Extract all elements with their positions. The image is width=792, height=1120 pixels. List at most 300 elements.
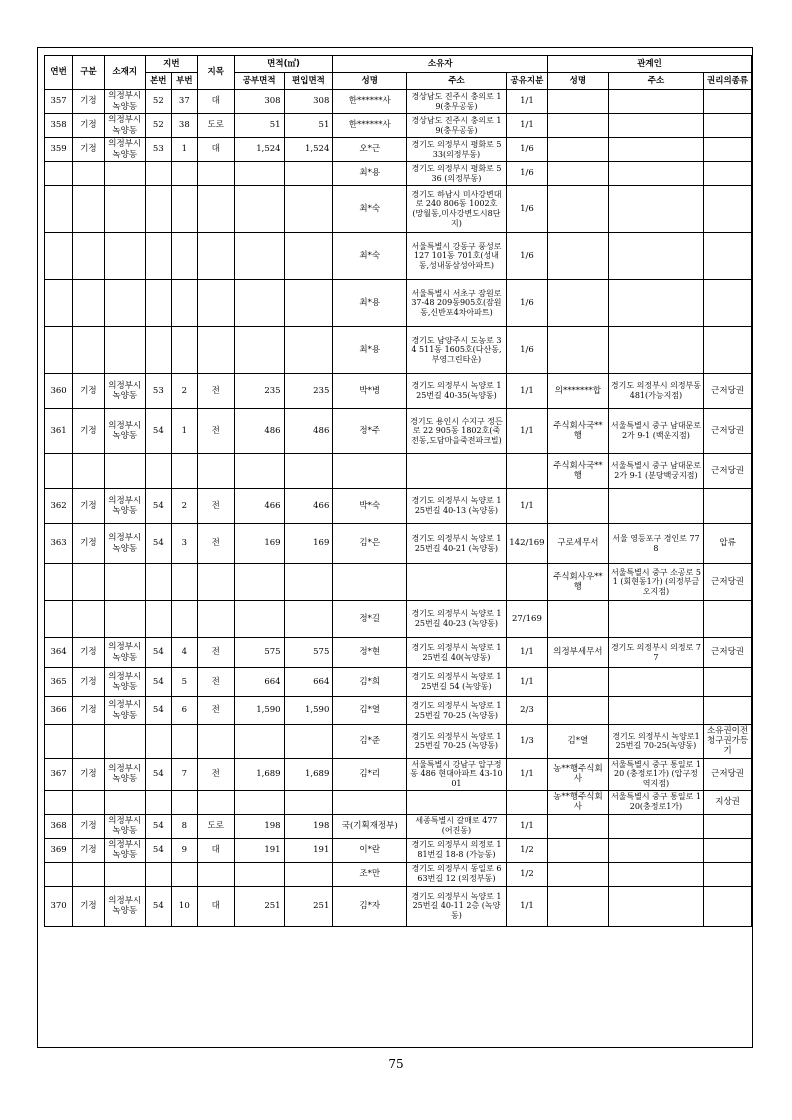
cell-type (73, 564, 104, 601)
table-row (45, 638, 752, 668)
cell-share: 1/2 (506, 862, 547, 886)
cell-rel-name: 주식회사우**행 (548, 564, 609, 601)
cell-owner-name: 김*은 (333, 524, 407, 564)
cell-owner-address: 서울특별시 서초구 잠원로 37-48 209동905호(잠원동,신반포4차아파트) (407, 280, 507, 327)
cell-sub-no: 5 (171, 668, 197, 697)
cell-rel-name (548, 280, 609, 327)
cell-location (104, 862, 145, 886)
cell-location (104, 327, 145, 374)
cell-type (73, 862, 104, 886)
cell-owner-address (407, 454, 507, 489)
cell-official-area (234, 327, 284, 374)
cell-rel-name: 김*열 (548, 725, 609, 759)
cell-type: 기정 (73, 524, 104, 564)
header-sub-no: 부번 (171, 73, 197, 90)
cell-rel-address (608, 697, 703, 725)
cell-official-area (234, 233, 284, 280)
cell-seq: 360 (45, 374, 73, 409)
cell-owner-address: 경상남도 진주시 충의로 19(충무공동) (407, 90, 507, 114)
cell-owner-name: 정*주 (333, 409, 407, 454)
cell-rel-right: 근저당권 (704, 374, 752, 409)
cell-rel-right (704, 886, 752, 926)
cell-official-area (234, 862, 284, 886)
cell-official-area: 1,689 (234, 758, 284, 790)
cell-rel-name: 구로세무서 (548, 524, 609, 564)
cell-rel-name (548, 601, 609, 638)
cell-owner-name: 김*열 (333, 697, 407, 725)
cell-owner-name: 김*리 (333, 758, 407, 790)
cell-main-no: 54 (145, 409, 171, 454)
cell-sub-no: 9 (171, 838, 197, 862)
cell-main-no: 54 (145, 668, 171, 697)
cell-sub-no (171, 454, 197, 489)
cell-rel-right (704, 138, 752, 162)
cell-official-area: 251 (234, 886, 284, 926)
cell-rel-name: 의정부세무서 (548, 638, 609, 668)
cell-rel-right (704, 862, 752, 886)
cell-rel-address (608, 138, 703, 162)
header-owner-address: 주소 (407, 73, 507, 90)
cell-location (104, 564, 145, 601)
cell-category: 대 (197, 138, 234, 162)
cell-rel-right: 근저당권 (704, 409, 752, 454)
cell-rel-right (704, 668, 752, 697)
cell-seq (45, 564, 73, 601)
cell-rel-address (608, 838, 703, 862)
cell-seq (45, 186, 73, 233)
cell-location (104, 186, 145, 233)
cell-owner-name: 김*준 (333, 725, 407, 759)
cell-type (73, 327, 104, 374)
cell-official-area: 486 (234, 409, 284, 454)
cell-official-area: 191 (234, 838, 284, 862)
cell-included-area (284, 186, 333, 233)
table-row (45, 90, 752, 114)
cell-main-no: 54 (145, 638, 171, 668)
cell-category (197, 790, 234, 814)
cell-location: 의정부시 녹양동 (104, 697, 145, 725)
cell-official-area (234, 790, 284, 814)
cell-type: 기정 (73, 838, 104, 862)
cell-rel-name (548, 186, 609, 233)
cell-official-area: 664 (234, 668, 284, 697)
cell-seq: 359 (45, 138, 73, 162)
table-row (45, 409, 752, 454)
table-row (45, 454, 752, 489)
cell-rel-right (704, 327, 752, 374)
cell-share: 1/1 (506, 90, 547, 114)
cell-rel-address (608, 280, 703, 327)
cell-rel-name: 주식회사국**행 (548, 409, 609, 454)
cell-main-no: 54 (145, 489, 171, 524)
cell-share: 1/1 (506, 668, 547, 697)
cell-rel-name (548, 886, 609, 926)
cell-share: 2/3 (506, 697, 547, 725)
cell-sub-no: 3 (171, 524, 197, 564)
cell-included-area (284, 162, 333, 186)
table-row (45, 725, 752, 759)
cell-main-no (145, 725, 171, 759)
cell-owner-address: 경기도 의정부시 녹양로 125번길 40(녹양동) (407, 638, 507, 668)
cell-rel-right: 근저당권 (704, 638, 752, 668)
cell-rel-right (704, 697, 752, 725)
cell-category: 전 (197, 638, 234, 668)
cell-share: 1/6 (506, 162, 547, 186)
cell-seq: 357 (45, 90, 73, 114)
cell-rel-address: 서울특별시 중구 통일로 120 (충정로1가) (압구정역지점) (608, 758, 703, 790)
table-row (45, 697, 752, 725)
cell-main-no: 52 (145, 90, 171, 114)
cell-seq (45, 790, 73, 814)
cell-main-no: 54 (145, 838, 171, 862)
header-rel-address: 주소 (608, 73, 703, 90)
header-owner: 소유자 (333, 56, 548, 73)
cell-sub-no (171, 790, 197, 814)
cell-location (104, 725, 145, 759)
cell-main-no (145, 454, 171, 489)
table-row (45, 564, 752, 601)
cell-location (104, 280, 145, 327)
cell-rel-address (608, 186, 703, 233)
cell-rel-address (608, 601, 703, 638)
cell-rel-right: 소유권이전청구권가등기 (704, 725, 752, 759)
cell-included-area (284, 790, 333, 814)
cell-rel-address (608, 886, 703, 926)
cell-share: 1/1 (506, 374, 547, 409)
cell-seq (45, 327, 73, 374)
table-row (45, 186, 752, 233)
cell-sub-no (171, 186, 197, 233)
cell-seq: 367 (45, 758, 73, 790)
cell-type (73, 790, 104, 814)
cell-included-area: 1,689 (284, 758, 333, 790)
cell-rel-name: 의*******합 (548, 374, 609, 409)
cell-sub-no: 37 (171, 90, 197, 114)
cell-type (73, 186, 104, 233)
cell-owner-address: 서울특별시 강남구 압구정동 486 현대아파트 43-1001 (407, 758, 507, 790)
cell-included-area (284, 862, 333, 886)
cell-rel-name (548, 489, 609, 524)
cell-location: 의정부시 녹양동 (104, 758, 145, 790)
cell-included-area (284, 327, 333, 374)
cell-location (104, 233, 145, 280)
cell-location: 의정부시 녹양동 (104, 114, 145, 138)
cell-official-area: 51 (234, 114, 284, 138)
cell-category: 도로 (197, 814, 234, 838)
cell-rel-right (704, 814, 752, 838)
cell-share: 1/2 (506, 838, 547, 862)
cell-official-area: 466 (234, 489, 284, 524)
table-row (45, 138, 752, 162)
cell-seq: 370 (45, 886, 73, 926)
header-rel-right: 권리의종류 (704, 73, 752, 90)
cell-seq: 368 (45, 814, 73, 838)
cell-owner-address: 경상남도 진주시 충의로 19(충무공동) (407, 114, 507, 138)
cell-type (73, 280, 104, 327)
cell-owner-address: 경기도 의정부시 평화로 536 (의정부동) (407, 162, 507, 186)
cell-main-no (145, 327, 171, 374)
cell-share: 1/1 (506, 489, 547, 524)
cell-official-area (234, 454, 284, 489)
cell-rel-address: 경기도 의정부시 녹양로125번길 70-25(녹양동) (608, 725, 703, 759)
cell-rel-address: 서울특별시 중구 남대문로2가 9-1 (백운지점) (608, 409, 703, 454)
cell-owner-address: 경기도 의정부시 동일로 663번길 12 (의정부동) (407, 862, 507, 886)
cell-rel-name: 주식회사국**행 (548, 454, 609, 489)
cell-rel-right (704, 233, 752, 280)
cell-included-area: 1,590 (284, 697, 333, 725)
cell-official-area (234, 186, 284, 233)
cell-sub-no: 1 (171, 409, 197, 454)
header-type: 구분 (73, 56, 104, 90)
cell-type (73, 725, 104, 759)
cell-rel-name (548, 814, 609, 838)
cell-rel-address (608, 162, 703, 186)
cell-category (197, 862, 234, 886)
cell-seq: 361 (45, 409, 73, 454)
cell-rel-address (608, 114, 703, 138)
cell-main-no (145, 601, 171, 638)
cell-share (506, 454, 547, 489)
cell-included-area (284, 725, 333, 759)
cell-type: 기정 (73, 374, 104, 409)
cell-rel-name (548, 233, 609, 280)
cell-rel-right (704, 601, 752, 638)
cell-rel-name: 농**행주식회사 (548, 758, 609, 790)
cell-rel-address (608, 233, 703, 280)
cell-owner-name (333, 564, 407, 601)
table-row (45, 524, 752, 564)
cell-type: 기정 (73, 758, 104, 790)
table-row (45, 280, 752, 327)
cell-official-area: 169 (234, 524, 284, 564)
cell-official-area: 198 (234, 814, 284, 838)
cell-rel-right: 압류 (704, 524, 752, 564)
cell-included-area: 575 (284, 638, 333, 668)
cell-category: 전 (197, 668, 234, 697)
cell-official-area (234, 280, 284, 327)
cell-seq: 366 (45, 697, 73, 725)
page-number: 75 (388, 1057, 404, 1071)
cell-owner-address: 경기도 의정부시 녹양로 125번길 54 (녹양동) (407, 668, 507, 697)
cell-rel-right (704, 186, 752, 233)
cell-owner-name: 이*란 (333, 838, 407, 862)
cell-category (197, 454, 234, 489)
cell-rel-address (608, 814, 703, 838)
cell-sub-no: 2 (171, 374, 197, 409)
cell-owner-address: 경기도 의정부시 녹양로 125번길 40-21 (녹양동) (407, 524, 507, 564)
table-row (45, 374, 752, 409)
table-row (45, 114, 752, 138)
header-owner-name: 성명 (333, 73, 407, 90)
table-row (45, 668, 752, 697)
cell-rel-right: 근저당권 (704, 454, 752, 489)
cell-official-area (234, 601, 284, 638)
cell-location: 의정부시 녹양동 (104, 814, 145, 838)
cell-share: 1/1 (506, 886, 547, 926)
header-rel-name: 성명 (548, 73, 609, 90)
cell-rel-name (548, 114, 609, 138)
cell-type: 기정 (73, 668, 104, 697)
cell-category: 전 (197, 524, 234, 564)
cell-category: 대 (197, 886, 234, 926)
cell-owner-name: 오*근 (333, 138, 407, 162)
table-row (45, 814, 752, 838)
cell-owner-name: 정*현 (333, 638, 407, 668)
table-row (45, 790, 752, 814)
cell-sub-no: 1 (171, 138, 197, 162)
cell-official-area (234, 564, 284, 601)
cell-rel-address (608, 668, 703, 697)
cell-seq: 365 (45, 668, 73, 697)
cell-share: 1/6 (506, 327, 547, 374)
cell-included-area (284, 280, 333, 327)
cell-owner-address: 경기도 의정부시 녹양로 125번길 40-11 2층 (녹양동) (407, 886, 507, 926)
cell-share: 1/6 (506, 280, 547, 327)
cell-owner-name: 박*숙 (333, 489, 407, 524)
cell-type: 기정 (73, 114, 104, 138)
cell-owner-name: 최*숙 (333, 233, 407, 280)
cell-share: 1/1 (506, 114, 547, 138)
cell-owner-name: 국(기획재정부) (333, 814, 407, 838)
cell-owner-address: 경기도 용인시 수지구 정든로 22 905동 1802호(죽전동,도담마을죽전파크빌) (407, 409, 507, 454)
cell-sub-no: 7 (171, 758, 197, 790)
cell-main-no: 52 (145, 114, 171, 138)
cell-type (73, 601, 104, 638)
cell-rel-right (704, 489, 752, 524)
cell-type: 기정 (73, 138, 104, 162)
cell-main-no (145, 233, 171, 280)
cell-location: 의정부시 녹양동 (104, 668, 145, 697)
cell-share: 1/6 (506, 233, 547, 280)
cell-share: 1/1 (506, 638, 547, 668)
cell-category (197, 162, 234, 186)
table-row (45, 601, 752, 638)
cell-owner-name: 최*용 (333, 327, 407, 374)
cell-rel-right (704, 90, 752, 114)
cell-included-area (284, 454, 333, 489)
cell-rel-right: 지상권 (704, 790, 752, 814)
cell-owner-address (407, 790, 507, 814)
header-area: 면적(㎡) (234, 56, 333, 73)
cell-rel-address: 서울특별시 중구 소공로 51 (회현동1가) (의정부금오지점) (608, 564, 703, 601)
header-official-area: 공부면적 (234, 73, 284, 90)
cell-location: 의정부시 녹양동 (104, 489, 145, 524)
cell-owner-name: 김*자 (333, 886, 407, 926)
cell-rel-right (704, 162, 752, 186)
cell-location: 의정부시 녹양동 (104, 638, 145, 668)
cell-owner-name: 한******사 (333, 90, 407, 114)
cell-owner-address: 경기도 의정부시 의정로 181번길 18-8 (가능동) (407, 838, 507, 862)
cell-sub-no: 38 (171, 114, 197, 138)
cell-seq: 362 (45, 489, 73, 524)
cell-category: 전 (197, 409, 234, 454)
cell-main-no: 54 (145, 814, 171, 838)
cell-type: 기정 (73, 638, 104, 668)
cell-included-area: 235 (284, 374, 333, 409)
cell-rel-right (704, 280, 752, 327)
cell-sub-no: 2 (171, 489, 197, 524)
cell-owner-name (333, 790, 407, 814)
cell-owner-address: 서울특별시 강동구 풍성로 127 101동 701호(성내동,성내동삼성아파트) (407, 233, 507, 280)
cell-share: 1/1 (506, 409, 547, 454)
cell-seq (45, 454, 73, 489)
cell-type: 기정 (73, 90, 104, 114)
cell-official-area: 235 (234, 374, 284, 409)
cell-owner-address: 경기도 의정부시 녹양로 125번길 70-25 (녹양동) (407, 725, 507, 759)
cell-seq (45, 233, 73, 280)
cell-location: 의정부시 녹양동 (104, 838, 145, 862)
cell-owner-address: 세종특별시 갈매로 477 (어진동) (407, 814, 507, 838)
cell-owner-name: 최*용 (333, 162, 407, 186)
cell-location (104, 162, 145, 186)
cell-seq (45, 862, 73, 886)
cell-location (104, 454, 145, 489)
cell-rel-address: 서울특별시 중구 남대문로2가 9-1 (분당백궁지점) (608, 454, 703, 489)
cell-location: 의정부시 녹양동 (104, 886, 145, 926)
cell-category (197, 725, 234, 759)
cell-official-area: 1,524 (234, 138, 284, 162)
cell-category: 도로 (197, 114, 234, 138)
cell-rel-right: 근저당권 (704, 564, 752, 601)
cell-category (197, 186, 234, 233)
cell-location (104, 790, 145, 814)
cell-rel-name: 농**행주식회사 (548, 790, 609, 814)
cell-owner-name: 정*길 (333, 601, 407, 638)
cell-sub-no: 8 (171, 814, 197, 838)
cell-sub-no (171, 280, 197, 327)
cell-category (197, 601, 234, 638)
cell-sub-no (171, 233, 197, 280)
cell-type (73, 233, 104, 280)
cell-owner-address: 경기도 의정부시 녹양로 125번길 40-13 (녹양동) (407, 489, 507, 524)
cell-share (506, 564, 547, 601)
header-category: 지목 (197, 56, 234, 90)
header-related: 관계인 (548, 56, 752, 73)
cell-type: 기정 (73, 886, 104, 926)
table-row (45, 162, 752, 186)
table-row (45, 886, 752, 926)
cell-included-area (284, 564, 333, 601)
cell-seq (45, 162, 73, 186)
cell-included-area: 251 (284, 886, 333, 926)
cell-share: 1/1 (506, 758, 547, 790)
cell-rel-right: 근저당권 (704, 758, 752, 790)
table-row (45, 489, 752, 524)
table-row (45, 862, 752, 886)
cell-location: 의정부시 녹양동 (104, 138, 145, 162)
cell-location (104, 601, 145, 638)
cell-category: 전 (197, 374, 234, 409)
cell-rel-name (548, 138, 609, 162)
header-lot: 지번 (145, 56, 197, 73)
cell-category: 대 (197, 838, 234, 862)
cell-category (197, 327, 234, 374)
cell-rel-name (548, 162, 609, 186)
cell-share: 142/169 (506, 524, 547, 564)
cell-official-area: 575 (234, 638, 284, 668)
cell-main-no (145, 186, 171, 233)
cell-official-area (234, 725, 284, 759)
cell-share: 1/3 (506, 725, 547, 759)
cell-type (73, 162, 104, 186)
cell-rel-name (548, 90, 609, 114)
cell-type: 기정 (73, 697, 104, 725)
cell-sub-no (171, 162, 197, 186)
cell-share: 1/1 (506, 814, 547, 838)
cell-main-no (145, 790, 171, 814)
cell-seq (45, 601, 73, 638)
cell-official-area: 308 (234, 90, 284, 114)
